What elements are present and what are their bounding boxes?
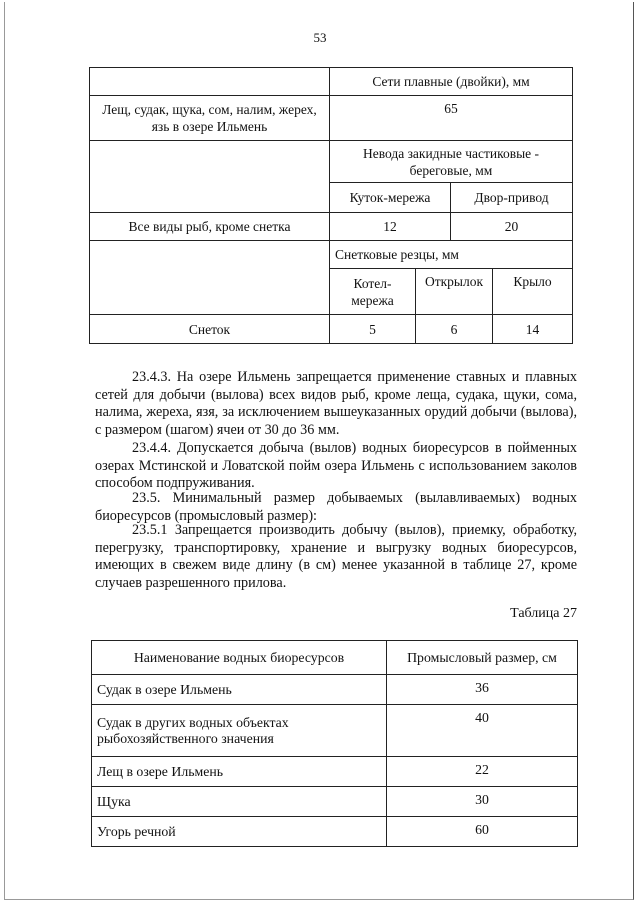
row2-value1: 12 [330, 213, 451, 241]
table-row [92, 787, 578, 817]
row2-value2: 20 [451, 213, 573, 241]
nets-header: Сети плавные (двойки), мм [330, 68, 573, 96]
table-cell-empty [90, 241, 330, 315]
smelt-header: Снетковые резцы, мм [330, 241, 573, 269]
row3-species: Снеток [90, 315, 330, 344]
table-row [92, 675, 578, 705]
min-size: 22 [387, 757, 578, 787]
table-cell-empty [90, 141, 330, 213]
table-row [92, 705, 578, 757]
row3-value3: 14 [493, 315, 573, 344]
smelt-sub1: Котел-мережа [330, 269, 416, 315]
table-row [92, 817, 578, 847]
fishing-size-table [91, 640, 578, 847]
species-name: Судак в других водных объектах рыбохозяйственного значения [92, 705, 387, 757]
seine-sub2: Двор-привод [451, 183, 573, 213]
species-name: Лещ в озере Ильмень [92, 757, 387, 787]
paragraph-23-5-1: 23.5.1 Запрещается производить добычу (вылов), приемку, обработку, перегрузку, транспортировку, хранение и выгрузку водных биоресурсов, имеющих в свежем виде длину (в см) менее указанной в таблице 27, кроме случаев разрешенного прилова. [95, 522, 577, 591]
paragraph-23-4-4: 23.4.4. Допускается добыча (вылов) водных биоресурсов в пойменных озерах Мстинской и Ловатской пойм озера Ильмень с использованием заколов способом подпруживания. [95, 440, 577, 492]
row3-value2: 6 [416, 315, 493, 344]
row1-value: 65 [330, 96, 573, 141]
min-size: 30 [387, 787, 578, 817]
header-name: Наименование водных биоресурсов [92, 641, 387, 675]
gear-mesh-table [89, 67, 573, 344]
paragraph-23-4-3: 23.4.3. На озере Ильмень запрещается применение ставных и плавных сетей для добычи (вылова) всех видов рыб, кроме леща, судака, щуки, сома, налима, жереха, язя, за исключением вышеуказанных орудий добычи (вылова), с размером (шагом) ячеи от 30 до 36 мм. [95, 369, 577, 438]
row3-value1: 5 [330, 315, 416, 344]
table-cell-empty [90, 68, 330, 96]
table-row [92, 757, 578, 787]
species-name: Судак в озере Ильмень [92, 675, 387, 705]
header-size: Промысловый размер, см [387, 641, 578, 675]
min-size: 60 [387, 817, 578, 847]
row2-species: Все виды рыб, кроме снетка [90, 213, 330, 241]
species-name: Угорь речной [92, 817, 387, 847]
species-name: Щука [92, 787, 387, 817]
seine-header: Невода закидные частиковые - береговые, мм [330, 141, 573, 183]
smelt-sub3: Крыло [493, 269, 573, 315]
smelt-sub2: Открылок [416, 269, 493, 315]
row1-species: Лещ, судак, щука, сом, налим, жерех, язь в озере Ильмень [90, 96, 330, 141]
seine-sub1: Куток-мережа [330, 183, 451, 213]
min-size: 40 [387, 705, 578, 757]
min-size: 36 [387, 675, 578, 705]
page-number: 53 [313, 30, 327, 45]
paragraph-23-5: 23.5. Минимальный размер добываемых (вылавливаемых) водных биоресурсов (промысловый размер): [95, 490, 577, 524]
table-caption: Таблица 27 [510, 606, 577, 621]
